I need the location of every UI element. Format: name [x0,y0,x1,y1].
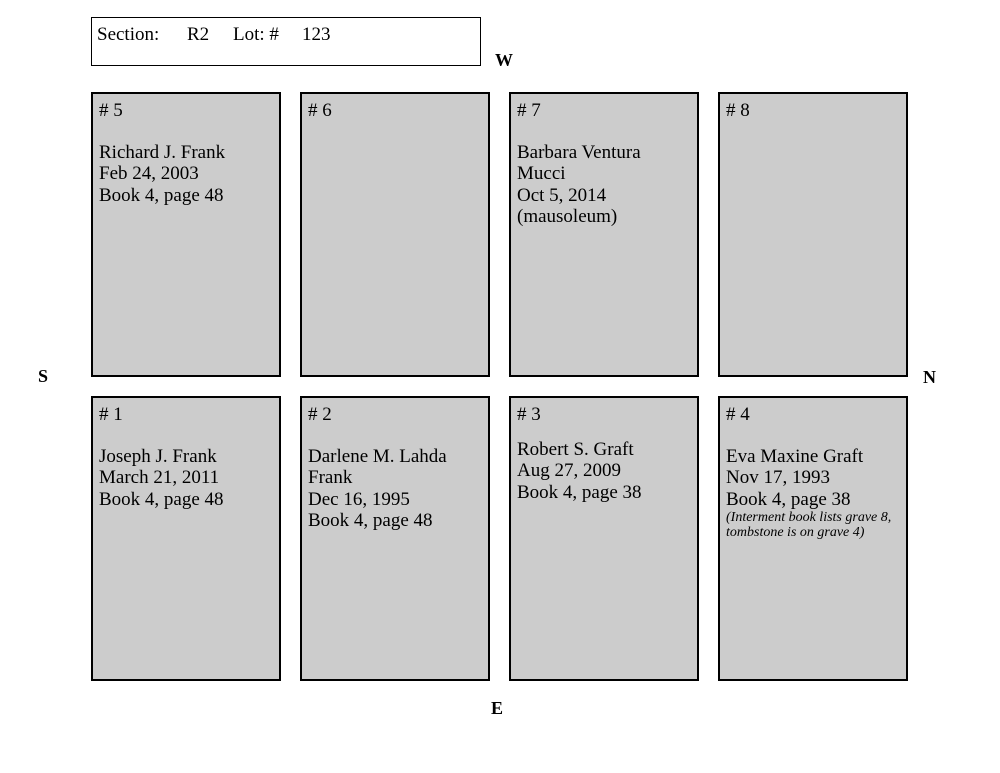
grave-plot-6 [300,92,490,377]
compass-south: S [38,366,49,386]
grave-name: Barbara Ventura [517,141,641,163]
grave-name: Robert S. Graft [517,438,634,460]
grave-date: Nov 17, 1993 [726,467,830,488]
grave-name: Darlene M. Lahda [308,445,447,467]
grave-plot-7 [509,92,699,377]
grave-record: Book 4, page 48 [308,510,433,531]
grave-note: (mausoleum) [517,206,618,227]
grave-number: # 7 [517,100,541,121]
grave-name: Eva Maxine Graft [726,445,864,467]
grave-number: # 6 [308,100,332,121]
compass-north: N [923,367,936,387]
grave-name-cont: Mucci [517,163,566,184]
grave-record: Book 4, page 38 [726,488,851,510]
grave-number: # 2 [308,404,332,425]
grave-date: March 21, 2011 [99,467,220,488]
lot-label: Lot: # [233,24,279,45]
grave-plot-5 [91,92,281,377]
grave-record: Book 4, page 38 [517,481,642,503]
grave-number: # 3 [517,404,541,425]
grave-plot-2 [300,396,490,681]
grave-number: # 8 [726,100,750,121]
grave-name: Joseph J. Frank [99,445,217,467]
grave-number: # 1 [99,404,123,425]
grave-name-cont: Frank [308,467,353,488]
lot-value: 123 [302,24,331,45]
grave-record: Book 4, page 48 [99,488,224,510]
grave-record: Book 4, page 48 [99,184,224,206]
grave-plot-1 [91,396,281,681]
grave-plot-4 [718,396,908,681]
grave-plot-8 [718,92,908,377]
grave-plot-3 [509,396,699,681]
grave-number: # 4 [726,404,750,425]
grave-date: Aug 27, 2009 [517,460,621,481]
grave-footnote: (Interment book lists grave 8, tombstone is on grave 4) [726,510,892,540]
section-lot-header [91,17,481,66]
compass-east: E [491,698,504,718]
section-label: Section: [97,24,160,45]
grave-name: Richard J. Frank [99,141,226,163]
grave-date: Feb 24, 2003 [99,163,199,184]
grave-number: # 5 [99,100,123,121]
grave-date: Dec 16, 1995 [308,488,410,510]
grave-date: Oct 5, 2014 [517,184,607,206]
compass-west: W [495,50,513,70]
section-value: R2 [187,24,210,45]
